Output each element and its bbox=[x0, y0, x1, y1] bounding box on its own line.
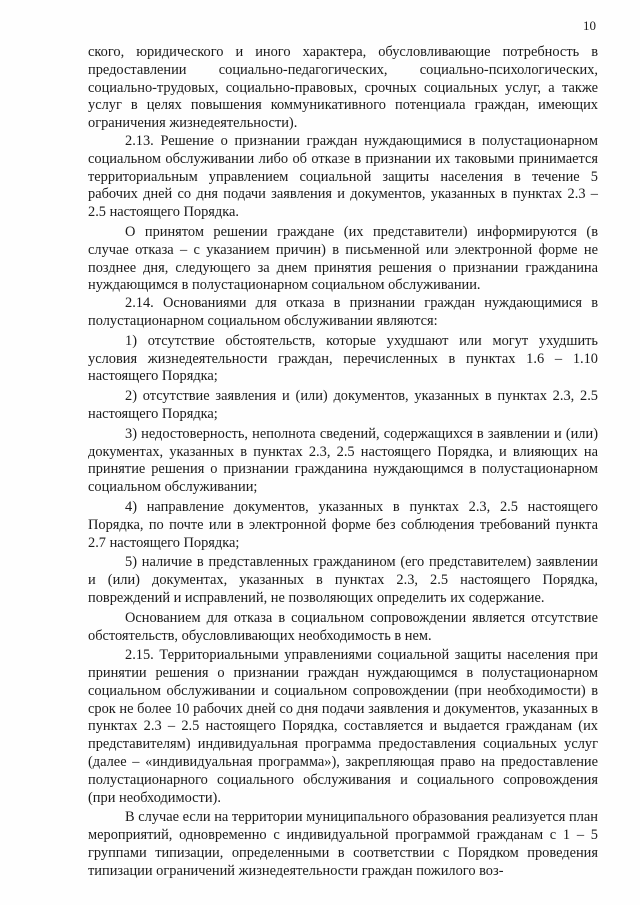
list-item-3: 3) недостоверность, неполнота сведений, содержащихся в заявлении и (или) документах, указанных в пунктах 2.3, 2.5 настоящего Порядка, и влияющих на принятие решения о признании гражданина нуждающимся в полустационарном социальном обслуживании; bbox=[88, 425, 598, 496]
paragraph-2-13: 2.13. Решение о признании граждан нуждающимися в полустационарном социальном обслуживании либо об отказе в признании их таковыми принимается территориальным управлением социальной защиты населения в течение 5 рабочих дней со дня подачи заявления и документов, указанных в пунктах 2.3 – 2.5 настоящего Порядка. bbox=[88, 132, 598, 221]
paragraph-municipal-plan: В случае если на территории муниципального образования реализуется план мероприятий, одновременно с индивидуальной программой гражданам с 1 – 5 группами типизации, определенными в соответствии с Порядком проведения типизации ограничений жизнедеятельности граждан пожилого воз- bbox=[88, 809, 598, 879]
paragraph-refusal-accompaniment: Основанием для отказа в социальном сопровождении является отсутствие обстоятельств, обусловливающих необходимость в нем. bbox=[88, 609, 598, 644]
paragraph-continuation: ского, юридического и иного характера, обусловливающие потребность в предоставлении социально-педагогических, социально-психологических, социально-трудовых, социально-правовых, срочных социальных услуг, а также услуг в целях повышения коммуникативного потенциала граждан, имеющих ограничения жизнедеятельности). bbox=[88, 44, 598, 132]
list-item-1: 1) отсутствие обстоятельств, которые ухудшают или могут ухудшить условия жизнедеятельности граждан, перечисленных в пунктах 1.6 – 1.10 настоящего Порядка; bbox=[88, 332, 598, 385]
paragraph-decision-notice: О принятом решении граждане (их представители) информируются (в случае отказа – с указанием причин) в письменной или электронной форме не позднее дня, следующего за днем принятия решения о признании гражданина нуждающимся в полустационарном социальном обслуживании. bbox=[88, 223, 598, 294]
page-number: 10 bbox=[583, 18, 596, 33]
paragraph-2-15: 2.15. Территориальными управлениями социальной защиты населения при принятии решения о признании граждан нуждающимся в полустационарном социальном обслуживании и социальном сопровождении (при необходимости) в срок не более 10 рабочих дней со дня подачи заявления и документов, указанных в пунктах 2.3 – 2.5 настоящего Порядка, составляется и выдается гражданам (их представителям) индивидуальная программа предоставления социальных услуг (далее – «индивидуальная программа»), закрепляющая право на предоставление полустационарного социального обслуживания и социального сопровождения (при необходимости). bbox=[88, 647, 598, 806]
body-text bbox=[88, 44, 598, 881]
list-item-5: 5) наличие в представленных гражданином (его представителем) заявлении и (или) документах, указанных в пунктах 2.3, 2.5 настоящего Порядка, повреждений и исправлений, не позволяющих определить их содержание. bbox=[88, 554, 598, 606]
list-item-4: 4) направление документов, указанных в пунктах 2.3, 2.5 настоящего Порядка, по почте или в электронной форме без соблюдения требований пункта 2.7 настоящего Порядка; bbox=[88, 498, 598, 551]
list-item-2: 2) отсутствие заявления и (или) документов, указанных в пунктах 2.3, 2.5 настоящего Порядка; bbox=[88, 388, 598, 422]
paragraph-2-14: 2.14. Основаниями для отказа в признании граждан нуждающимися в полустационарном социальном обслуживании являются: bbox=[88, 295, 598, 329]
